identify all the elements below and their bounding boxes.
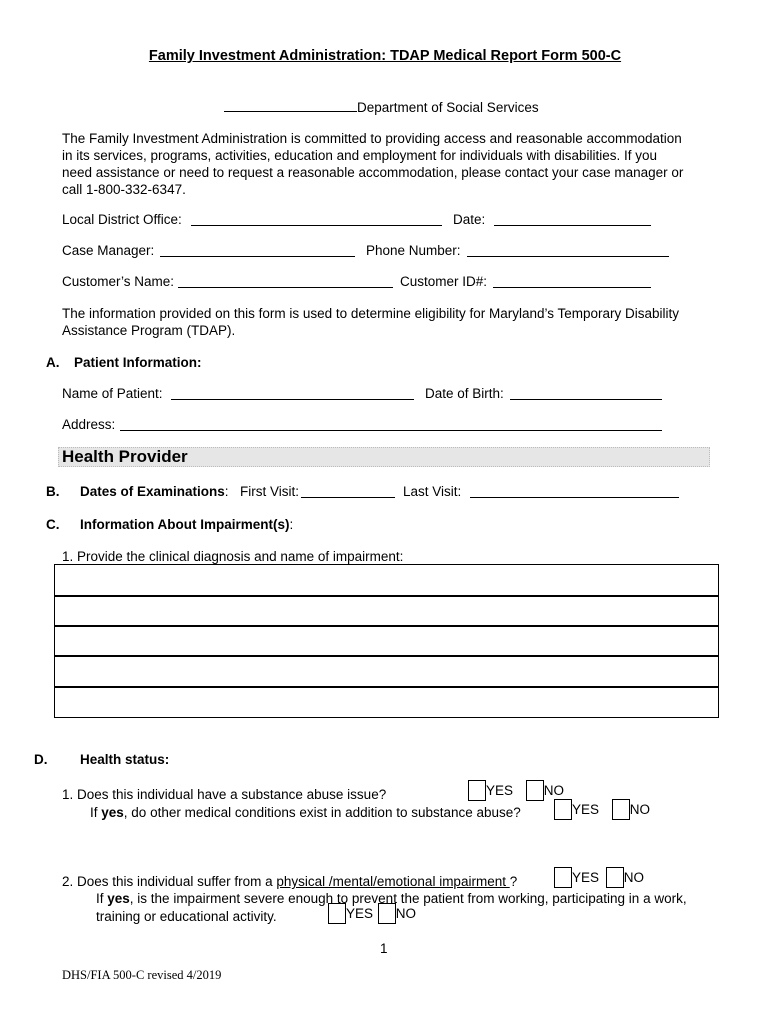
intro-line-4: call 1-800-332-6347. [62, 182, 186, 197]
address-field[interactable] [120, 417, 662, 431]
impairment-yes-label: YES [572, 870, 600, 885]
section-a-letter: A. [46, 355, 60, 370]
severity-yes-checkbox[interactable] [328, 903, 346, 924]
page-number: 1 [380, 941, 388, 956]
customer-id-label: Customer ID#: [400, 274, 488, 289]
diagnosis-row-1[interactable] [54, 564, 719, 597]
section-c-line [80, 516, 293, 533]
last-visit-field[interactable] [470, 484, 679, 498]
section-b-heading: Dates of Examinations [80, 484, 225, 499]
customers-name-label: Customer’s Name: [62, 274, 175, 289]
section-a-heading: Patient Information: [74, 355, 202, 370]
section-c-colon: : [289, 517, 294, 532]
impairment-no-label: NO [623, 870, 645, 885]
first-visit-label: First Visit: [240, 484, 300, 499]
section-c-letter: C. [46, 517, 60, 532]
section-d-letter: D. [34, 752, 48, 767]
severity-yes-label: YES [346, 906, 374, 921]
other-conditions-no-label: NO [629, 802, 651, 817]
section-b-line [80, 483, 229, 500]
impairment-question-prefix: 2. Does this individual suffer from a [62, 874, 277, 889]
first-visit-field[interactable] [301, 484, 395, 498]
diagnosis-row-2[interactable] [54, 595, 719, 627]
impairment-question [62, 873, 517, 890]
department-line [224, 98, 539, 116]
diagnosis-question: 1. Provide the clinical diagnosis and name of impairment: [62, 549, 404, 564]
severity-rest: , is the impairment severe enough to prevent the patient from working, participating in a work, [129, 891, 687, 906]
impairment-options [554, 867, 644, 888]
impairment-no-checkbox[interactable] [606, 867, 624, 888]
other-conditions-question [90, 804, 521, 821]
name-of-patient-label: Name of Patient: [62, 386, 163, 401]
form-title: Family Investment Administration: TDAP Medical Report Form 500-C [148, 48, 622, 64]
impairment-question-suffix: ? [509, 874, 518, 889]
date-field[interactable] [494, 212, 651, 226]
impairment-question-underlined: physical /mental/emotional impairment [276, 874, 510, 889]
other-conditions-no-checkbox[interactable] [612, 799, 630, 820]
department-blank[interactable] [224, 98, 357, 112]
date-label: Date: [453, 212, 486, 227]
substance-abuse-yes-checkbox[interactable] [468, 780, 486, 801]
eligibility-line-2: Assistance Program (TDAP). [62, 323, 236, 338]
other-conditions-yes-label: YES [572, 802, 600, 817]
severity-prefix: If [96, 891, 108, 906]
diagnosis-row-4[interactable] [54, 655, 719, 688]
customer-id-field[interactable] [493, 274, 651, 288]
substance-abuse-yes-label: YES [486, 783, 514, 798]
date-of-birth-label: Date of Birth: [425, 386, 504, 401]
substance-abuse-no-checkbox[interactable] [526, 780, 544, 801]
diagnosis-row-3[interactable] [54, 625, 719, 657]
substance-abuse-no-label: NO [543, 783, 565, 798]
department-label: Department of Social Services [357, 100, 539, 115]
health-provider-heading: Health Provider [62, 447, 188, 466]
substance-abuse-question: 1. Does this individual have a substance abuse issue? [62, 787, 387, 802]
name-of-patient-field[interactable] [171, 386, 414, 400]
other-conditions-options [554, 799, 650, 820]
intro-line-2: in its services, programs, activities, education and employment for individuals with disabilities. If you [62, 148, 658, 163]
date-of-birth-field[interactable] [510, 386, 662, 400]
intro-line-3: need assistance or need to request a reasonable accommodation, please contact your case manager or [62, 165, 684, 180]
intro-line-1: The Family Investment Administration is committed to providing access and reasonable accommodation [62, 131, 682, 146]
local-district-office-label: Local District Office: [62, 212, 182, 227]
local-district-office-field[interactable] [191, 212, 442, 226]
phone-number-field[interactable] [467, 243, 669, 257]
severity-no-label: NO [395, 906, 417, 921]
other-conditions-rest: , do other medical conditions exist in addition to substance abuse? [123, 805, 521, 820]
other-conditions-yes-bold: yes [101, 805, 124, 820]
customers-name-field[interactable] [178, 274, 393, 288]
other-conditions-prefix: If [90, 805, 102, 820]
phone-number-label: Phone Number: [366, 243, 461, 258]
diagnosis-row-5[interactable] [54, 686, 719, 718]
case-manager-field[interactable] [160, 243, 355, 257]
section-c-heading: Information About Impairment(s) [80, 517, 290, 532]
section-b-colon: : [224, 484, 229, 499]
severity-line-2: training or educational activity. [96, 909, 277, 924]
section-b-letter: B. [46, 484, 60, 499]
severity-options [328, 903, 416, 924]
last-visit-label: Last Visit: [403, 484, 462, 499]
other-conditions-yes-checkbox[interactable] [554, 799, 572, 820]
form-revision-footer: DHS/FIA 500-C revised 4/2019 [62, 968, 222, 982]
severity-yes-bold: yes [107, 891, 130, 906]
substance-abuse-options [468, 780, 564, 801]
impairment-yes-checkbox[interactable] [554, 867, 572, 888]
section-d-heading: Health status: [80, 752, 170, 767]
case-manager-label: Case Manager: [62, 243, 155, 258]
address-label: Address: [62, 417, 116, 432]
eligibility-line-1: The information provided on this form is used to determine eligibility for Maryland’s Temporary Disability [62, 306, 680, 321]
severity-no-checkbox[interactable] [378, 903, 396, 924]
